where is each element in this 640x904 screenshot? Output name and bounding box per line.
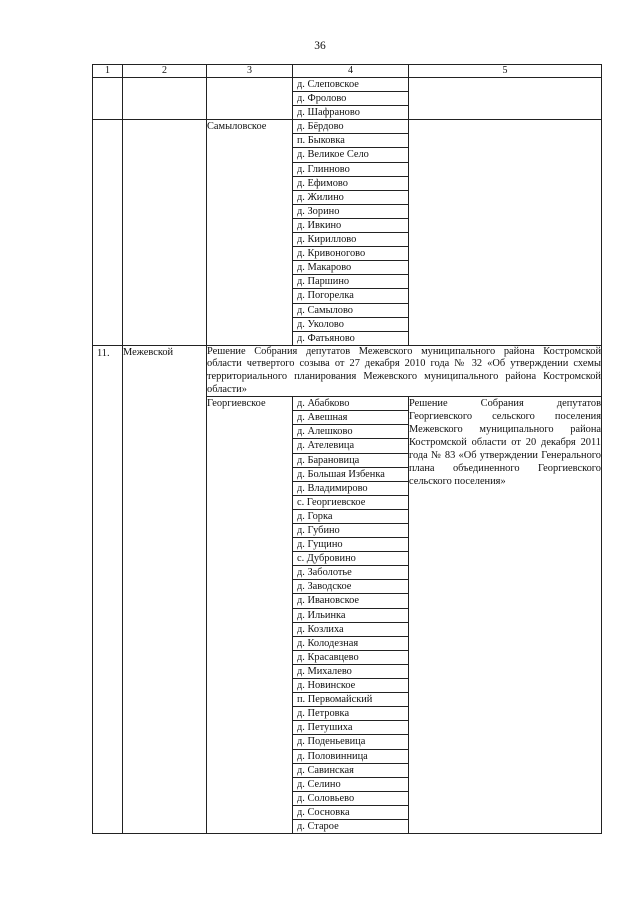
table-row (93, 78, 602, 120)
column-number: 2 (123, 65, 207, 78)
district-name: Межевской (123, 345, 207, 833)
village-name: д. Колодезная (293, 637, 408, 651)
village-name: д. Глинново (293, 163, 408, 177)
village-name: д. Слеповское (293, 78, 408, 92)
village-name: д. Зорино (293, 205, 408, 219)
village-name: д. Соловьево (293, 792, 408, 806)
village-name: д. Гущино (293, 538, 408, 552)
planning-documents-table (92, 64, 602, 834)
village-name: д. Владимирово (293, 482, 408, 496)
village-name: д. Половинница (293, 750, 408, 764)
village-name: д. Ивкино (293, 219, 408, 233)
row-number: 11. (93, 345, 123, 833)
village-name: д. Поденьевица (293, 735, 408, 749)
village-name: д. Ефимово (293, 177, 408, 191)
village-name: д. Авешная (293, 411, 408, 425)
village-name: д. Петровка (293, 707, 408, 721)
village-name: д. Селино (293, 778, 408, 792)
village-name: д. Уколово (293, 318, 408, 332)
village-name: д. Паршино (293, 275, 408, 289)
village-name: д. Кривоногово (293, 247, 408, 261)
village-name: д. Губино (293, 524, 408, 538)
village-name: д. Заводское (293, 580, 408, 594)
settlement-name: Георгиевское (207, 397, 293, 834)
village-name: д. Козлиха (293, 623, 408, 637)
village-name: д. Кириллово (293, 233, 408, 247)
village-list (293, 78, 409, 120)
table-row (93, 345, 602, 396)
village-name: д. Михалево (293, 665, 408, 679)
village-name: д. Фролово (293, 92, 408, 106)
district-decision: Решение Собрания депутатов Межевского муниципального района Костромской области четвертого созыва от 27 декабря 2010 года № 32 «Об утверждении схемы территориального планирования Межевского муниципального района Костромской области» (207, 345, 602, 396)
table-row (93, 120, 602, 346)
column-number: 4 (293, 65, 409, 78)
column-number-row (93, 65, 602, 78)
village-name: д. Макарово (293, 261, 408, 275)
village-list (293, 397, 409, 834)
village-name: д. Ивановское (293, 594, 408, 608)
page-number: 36 (314, 40, 326, 52)
village-name: д. Фатьяново (297, 332, 355, 344)
village-name: д. Абабково (293, 397, 408, 411)
village-name: с. Георгиевское (293, 496, 408, 510)
village-name: д. Горка (293, 510, 408, 524)
village-name: п. Первомайский (293, 693, 408, 707)
village-name: д. Ильинка (293, 609, 408, 623)
village-name: д. Ателевица (293, 439, 408, 453)
column-number: 5 (409, 65, 602, 78)
village-name: п. Быковка (293, 134, 408, 148)
village-name: д. Красавцево (293, 651, 408, 665)
village-name: д. Великое Село (293, 148, 408, 162)
village-name: с. Дубровино (293, 552, 408, 566)
village-name: д. Заболотье (293, 566, 408, 580)
village-name: д. Новинское (293, 679, 408, 693)
village-name: д. Алешково (293, 425, 408, 439)
village-list (293, 120, 409, 346)
village-name: д. Жилино (293, 191, 408, 205)
village-name: д. Самылово (293, 304, 408, 318)
village-name: д. Савинская (293, 764, 408, 778)
village-name: д. Барановица (293, 454, 408, 468)
village-name: д. Погорелка (293, 289, 408, 303)
village-name: д. Шафраново (297, 107, 360, 119)
village-name: д. Петушиха (293, 721, 408, 735)
column-number: 3 (207, 65, 293, 78)
settlement-name: Самыловское (207, 120, 293, 346)
settlement-decision: Решение Собрания депутатов Георгиевского сельского поселения Межевского муниципального района Костромской области от 20 декабря 2011 года № 83 «Об утверждении Генерального плана объединенного Георгиевского сельского поселения» (409, 397, 602, 834)
village-name: д. Большая Избенка (293, 468, 408, 482)
village-name: д. Старое (297, 820, 339, 832)
village-name: д. Сосновка (293, 806, 408, 820)
village-name: д. Бёрдово (293, 120, 408, 134)
column-number: 1 (93, 65, 123, 78)
